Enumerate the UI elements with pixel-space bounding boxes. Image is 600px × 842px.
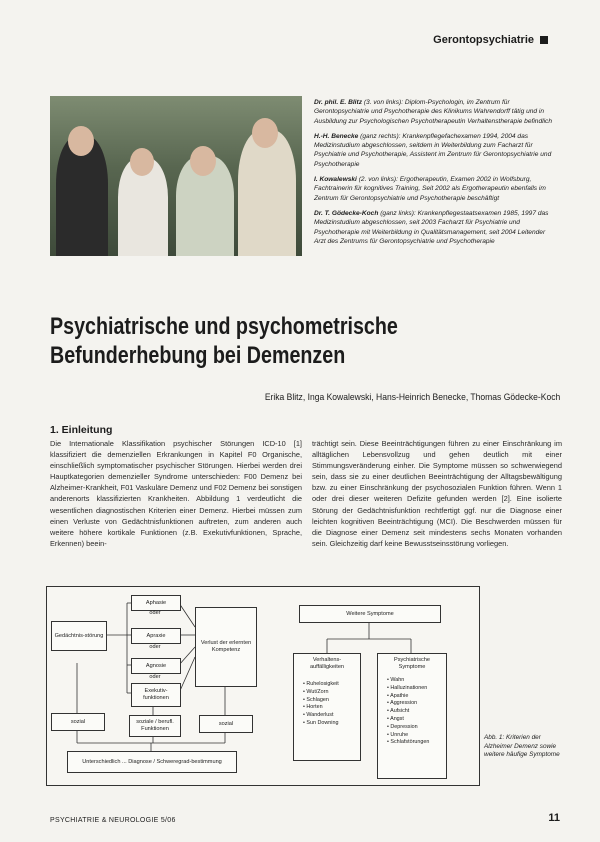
verhaltens-list [303,681,339,728]
list-item: • Wahn [387,677,405,683]
head-3 [190,146,216,176]
box-agnosie: Agnosie [131,658,181,674]
author-captions [314,98,554,252]
list-item: • Apathie [387,692,409,699]
list-item: • Depression [387,723,418,730]
list-item: • Schlafstörungen [387,739,430,746]
head-2 [130,148,154,176]
box-aphasie: Aphasie [131,595,181,611]
box-diagnose: Unterschiedlich ... Diagnose / Schweregrad-bestimmung [67,751,237,773]
author-list: Erika Blitz, Inga Kowalewski, Hans-Heinrich Benecke, Thomas Gödecke-Koch [264,392,560,403]
body-column-left: Die Internationale Klassifikation psychischer Störungen ICD-10 [1] klassifiziert die demenziellen Erkrankungen in Kapitel F0 Organische, einschließlich symptomatischer psychischer Störungen. Hierbei werden drei Hauptkategorien demenzieller Syndrome unterschieden: F00 Demenz bei Alzheimer-Krankheit, F01 Vaskuläre Demenz und F02 Demenz bei sonstigen anderenorts klassifizierten Krankheiten. Abbildung 1 verdeutlicht die wesentlichen diagnostischen Kriterien einer Demenz. Hierbei müssen zum einen Verluste von Gedächtnisfunktionen auftreten, zum anderen auch weitere höhere kortikale Funktionen (z.B. Exekutivfunktionen, Sprache, Erkennen) beein- [50,439,302,548]
caption-3: I. Kowalewski (2. von links): Ergotherapeutin, Examen 2002 in Wolfsburg, Fachtrainerin für kognitives Training, Seit 2002 als Ergotherapeutin ebenfalls im Zentrum für Gerontopsychiatrie und Psychotherapie beschäftigt [314,176,546,202]
caption-1: Dr. phil. E. Blitz (3. von links): Diplom-Psychologin, im Zentrum für Gerontopsychiatrie und Psychotherapie des Klinikums Wahrendorff tätig und in Ausbildung zur Psychologischen Psychotherapeutin Verhaltenstherapie befindlich [314,99,553,125]
box-verlust: Verlust der erlernten Kompetenz [195,607,257,687]
list-item: • Unruhe [387,731,409,738]
box-soziale-left: sozial [51,713,105,731]
person-4 [238,130,296,256]
box-soziale-berufl: soziale / berufl. Funktionen [129,715,181,737]
author-photo [50,96,302,256]
list-item: • Wanderlust [303,712,334,719]
list-item: • Halluzinationen [387,684,428,691]
connector-oder-1: oder [149,610,161,616]
psych-list [387,677,429,747]
body-column-right: trächtigt sein. Diese Beeinträchtigungen führen zu einer Einschränkung im alltäglichen Lebensvollzug und gehen deutlich mit einer Stimmungsveränderung einher. Die Symptome müssen so schwerwiegend sein, dass sie zu einer deutlichen Beeinträchtigung der Alltagsbewältigung bzw. zu einer Einschränkung der psychosozialen Funktion führen. Wenn 1 oder drei dieser weiteren Defizite gefunden werden [2]. Eine isolierte Störung der Gedächtnisfunktion rechtfertigt ggf. nur die Diagnose einer leichten kognitiven Beeinträchtigung (MCI). Die Beschwerden müssen für die Diagnose einer Demenz seit mindestens sechs Monaten vorhanden sein. Gleichzeitig darf keine Bewusstseinsstörung vorliegen. [312,439,562,548]
box-weitere-symptome: Weitere Symptome [299,605,441,623]
list-item: • Aufsicht [387,708,410,715]
head-4 [252,118,278,148]
box-gedaechtnis: Gedächtnis-störung [51,621,107,651]
figure-caption: Abb. 1: Kriterien der Alzheimer Demenz sowie weitere häufige Symptome [484,734,560,758]
head-1 [68,126,94,156]
list-item: • Aggression [387,700,418,707]
caption-4: Dr. T. Gödecke-Koch (ganz links): Krankenpflegestaatsexamen 1985, 1997 das Medizinstudium abgeschlossen, seit 2003 Facharzt für Psychiatrie und Psychotherapie mit Weiterbildung in Qualitätsmanagement, seit 2004 Leitender Arzt des Zentrums für Gerontopsychiatrie und Psychotherapie [314,209,549,245]
box-apraxie: Apraxie [131,628,181,644]
footer-publication: PSYCHIATRIE & NEUROLOGIE 5/06 [50,817,176,824]
list-item: • Sun Downing [303,719,339,726]
article-title: Psychiatrische und psychometrische Befunderhebung bei Demenzen [50,313,398,369]
section-square-icon [540,36,548,44]
page-number: 11 [548,812,560,824]
connector-oder-3: oder [149,674,161,680]
list-item: • Ruhelosigkeit [303,681,339,687]
list-item: • Schlagen [303,696,329,703]
box-exekutiv: Exekutiv-funktionen [131,683,181,707]
psych-title: Psychiatrische Symptome [393,657,431,670]
figure-diagram [46,586,480,786]
caption-2: H.-H. Benecke (ganz rechts): Krankenpflegefachexamen 1994, 2004 das Medizinstudium abgeschlossen, seitdem in Weiterbildung zum Facharzt für Psychiatrie und Psychotherapie, Assistent im Zentrum für Gerontopsychiatrie und Psychotherapie [314,132,552,168]
section-heading: 1. Einleitung [50,424,113,436]
section-label: Gerontopsychiatrie [433,34,548,46]
list-item: • Angst [387,715,404,722]
list-item: • Horten [303,704,323,711]
list-item: • Wut/Zorn [303,688,329,695]
box-soziale-right: sozial [199,715,253,733]
verhaltens-title: Verhaltens-auffälligkeiten [309,657,345,670]
connector-oder-2: oder [149,644,161,650]
